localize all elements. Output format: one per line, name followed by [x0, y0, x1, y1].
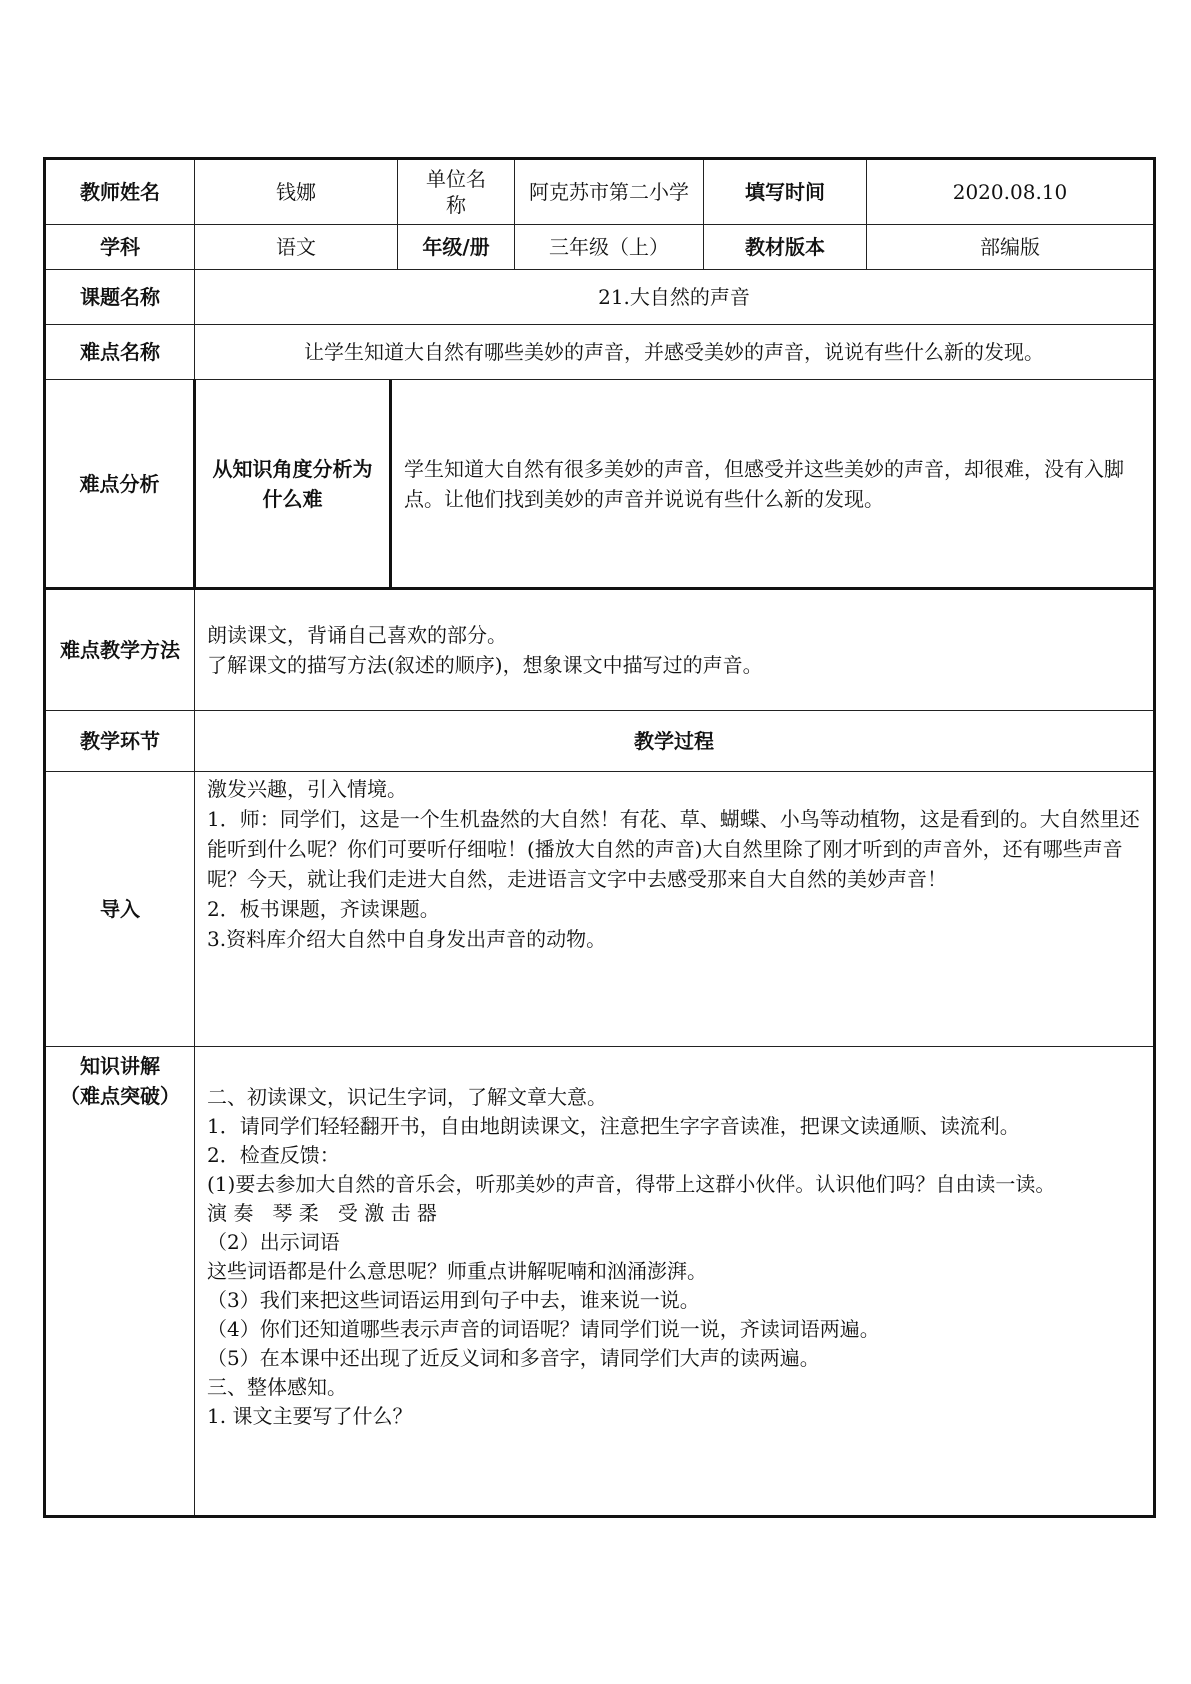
intro-line: 2．板书课题，齐读课题。 — [207, 897, 440, 921]
explain-label-line1: 知识讲解 — [80, 1054, 160, 1078]
date-value: 2020.08.10 — [867, 159, 1155, 225]
process-label: 教学过程 — [195, 711, 1155, 772]
analysis-cell — [195, 380, 1155, 589]
analysis-label: 难点分析 — [45, 380, 195, 589]
grade-label: 年级/册 — [398, 225, 515, 270]
analysis-value: 学生知道大自然有很多美妙的声音，但感受并这些美妙的声音，却很难，没有入脚点。让他们找到美妙的声音并说说有些什么新的发现。 — [404, 456, 1124, 511]
method-line: 了解课文的描写方法(叙述的顺序)，想象课文中描写过的声音。 — [207, 653, 763, 677]
intro-content — [195, 772, 1155, 1047]
explain-line: （3）我们来把这些词语运用到句子中去，谁来说一说。 — [207, 1288, 700, 1312]
intro-line: 激发兴趣，引入情境。 — [207, 777, 407, 801]
edition-label: 教材版本 — [704, 225, 867, 270]
teacher-label: 教师姓名 — [45, 159, 195, 225]
explain-line: 三、整体感知。 — [207, 1375, 347, 1399]
explain-line: 1. 课文主要写了什么？ — [207, 1404, 413, 1428]
stage-label: 教学环节 — [45, 711, 195, 772]
explain-line: (1)要去参加大自然的音乐会，听那美妙的声音，得带上这群小伙伴。认识他们吗？自由读一读。 — [207, 1172, 1056, 1196]
intro-line: 1．师：同学们，这是一个生机盎然的大自然！有花、草、蝴蝶、小鸟等动植物，这是看到的。大自然里还能听到什么呢？你们可要听仔细啦！(播放大自然的声音)大自然里除了刚才听到的声音外，还有哪些声音呢？今天，就让我们走进大自然，走进语言文字中去感受那来自大自然的美妙声音！ — [207, 807, 1140, 891]
unit-value: 阿克苏市第二小学 — [515, 159, 704, 225]
method-content — [195, 589, 1155, 711]
explain-label — [45, 1047, 195, 1517]
explain-line: （5）在本课中还出现了近反义词和多音字，请同学们大声的读两遍。 — [207, 1346, 820, 1370]
explain-line: 这些词语都是什么意思呢？师重点讲解呢喃和汹涌澎湃。 — [207, 1259, 707, 1283]
analysis-sub-label: 从知识角度分析为什么难 — [196, 380, 392, 587]
teacher-value: 钱娜 — [195, 159, 398, 225]
intro-label: 导入 — [45, 772, 195, 1047]
explain-line: （4）你们还知道哪些表示声音的词语呢？请同学们说一说，齐读词语两遍。 — [207, 1317, 880, 1341]
date-label: 填写时间 — [704, 159, 867, 225]
explain-line: 1．请同学们轻轻翻开书，自由地朗读课文，注意把生字字音读准，把课文读通顺、读流利。 — [207, 1114, 1020, 1138]
unit-label: 单位名称 — [398, 159, 515, 225]
explain-line: （2）出示词语 — [207, 1230, 340, 1254]
subject-value: 语文 — [195, 225, 398, 270]
lesson-plan-table — [43, 157, 1156, 1518]
subject-label: 学科 — [45, 225, 195, 270]
intro-line: 3.资料库介绍大自然中自身发出声音的动物。 — [207, 927, 607, 951]
method-label: 难点教学方法 — [45, 589, 195, 711]
explain-label-line2: （难点突破） — [60, 1084, 180, 1108]
lesson-title-value: 21.大自然的声音 — [195, 270, 1155, 325]
grade-value: 三年级（上） — [515, 225, 704, 270]
explain-line: 2．检查反馈： — [207, 1143, 340, 1167]
difficulty-label: 难点名称 — [45, 325, 195, 380]
difficulty-value: 让学生知道大自然有哪些美妙的声音，并感受美妙的声音，说说有些什么新的发现。 — [195, 325, 1155, 380]
explain-content — [195, 1047, 1155, 1517]
explain-line: 二、初读课文，识记生字词，了解文章大意。 — [207, 1085, 607, 1109]
edition-value: 部编版 — [867, 225, 1155, 270]
lesson-title-label: 课题名称 — [45, 270, 195, 325]
method-line: 朗读课文，背诵自己喜欢的部分。 — [207, 623, 507, 647]
explain-line: 演 奏 琴 柔 受 激 击 器 — [207, 1201, 437, 1225]
